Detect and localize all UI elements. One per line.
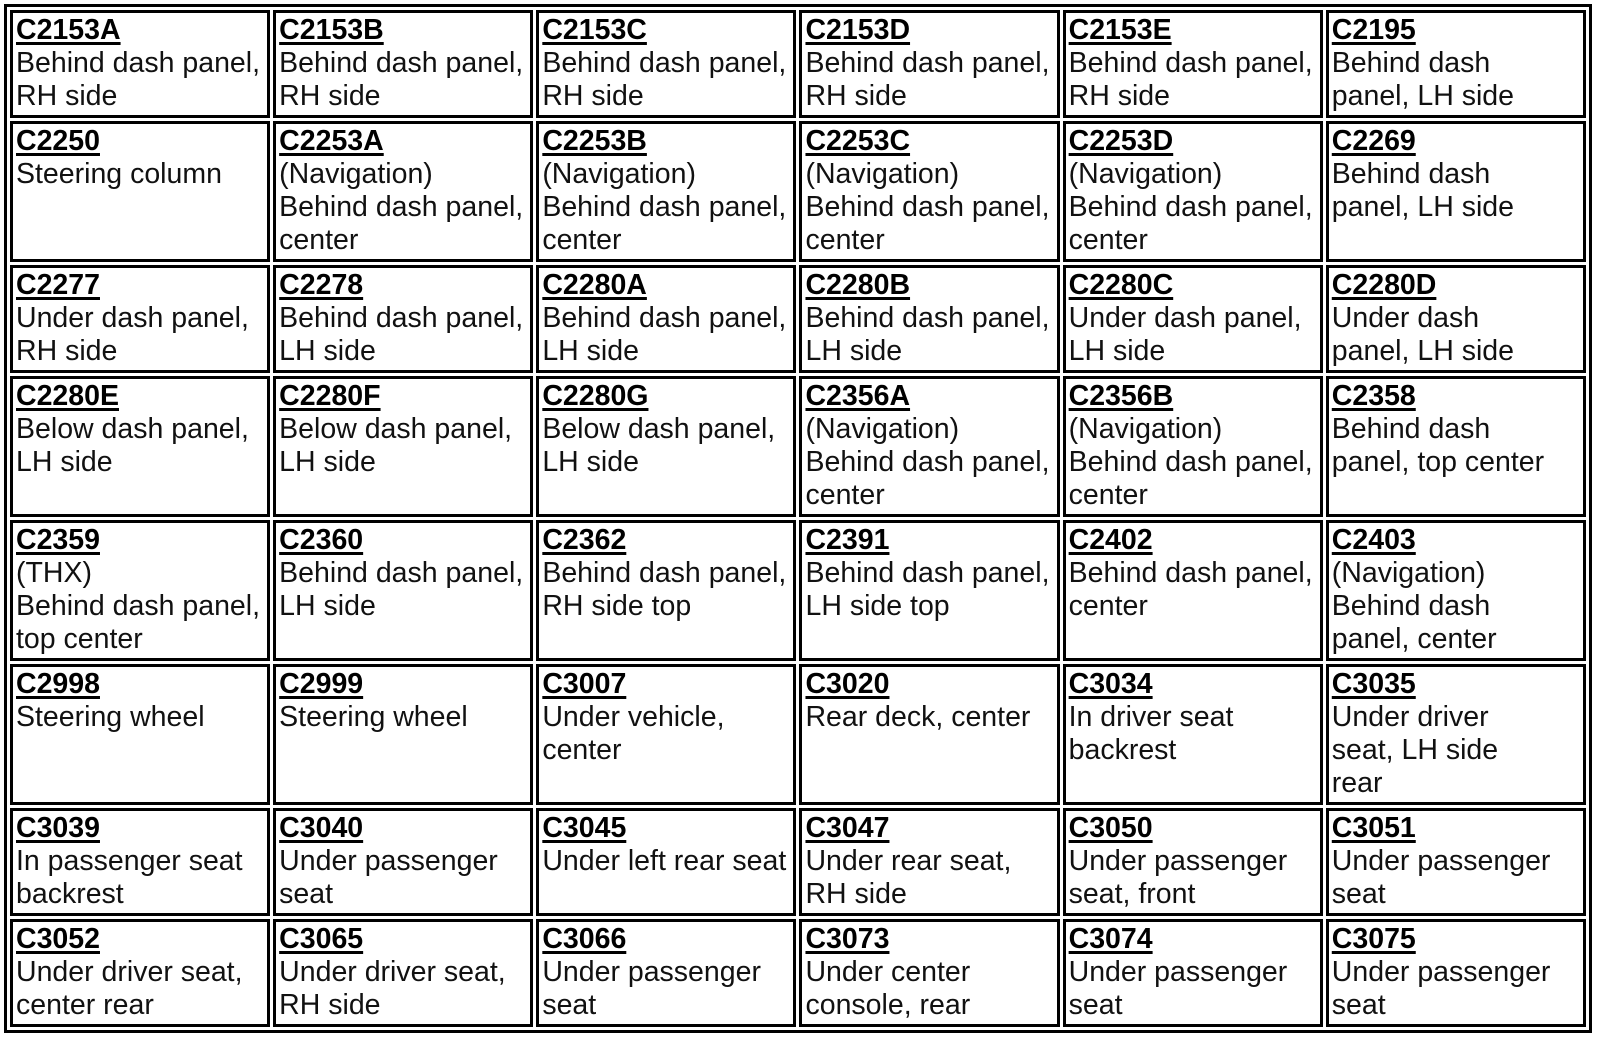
connector-id[interactable]: C3066 <box>542 923 627 955</box>
connector-id[interactable]: C3007 <box>542 668 627 700</box>
connector-location: Behind dash panel, LH side <box>279 557 524 622</box>
table-cell <box>1063 10 1323 118</box>
connector-id[interactable]: C2280F <box>279 380 381 412</box>
table-cell <box>799 520 1059 661</box>
connector-id[interactable]: C3034 <box>1068 668 1153 700</box>
connector-location: In passenger seat backrest <box>16 845 243 910</box>
table-cell <box>273 376 533 517</box>
connector-id[interactable]: C2153D <box>805 14 911 46</box>
connector-location: Under vehicle, center <box>542 701 725 766</box>
connector-location: (Navigation) Behind dash panel, center <box>279 158 524 256</box>
connector-location: (Navigation) Behind dash panel, center <box>1068 158 1313 256</box>
connector-location: Under left rear seat <box>542 845 787 877</box>
connector-location: Behind dash panel, RH side <box>805 47 1050 112</box>
connector-location: (Navigation) Behind dash panel, center <box>1068 413 1313 511</box>
table-cell <box>536 376 796 517</box>
table-row <box>10 265 1586 373</box>
table-cell <box>536 10 796 118</box>
connector-location: Under passenger seat <box>1331 845 1551 910</box>
connector-id[interactable]: C2253D <box>1068 125 1174 157</box>
connector-id[interactable]: C2280D <box>1331 269 1437 301</box>
connector-id[interactable]: C3047 <box>805 812 890 844</box>
connector-location: Behind dash panel, RH side <box>16 47 261 112</box>
table-cell <box>10 10 270 118</box>
connector-id[interactable]: C2402 <box>1068 524 1153 556</box>
connector-location: Under driver seat, LH side rear <box>1331 701 1499 799</box>
connector-id[interactable]: C2269 <box>1331 125 1416 157</box>
connector-id[interactable]: C2153E <box>1068 14 1172 46</box>
connector-location: Behind dash panel, RH side top <box>542 557 787 622</box>
table-cell <box>799 808 1059 916</box>
table-row <box>10 10 1586 118</box>
table-cell <box>10 121 270 262</box>
table-row <box>10 808 1586 916</box>
table-row <box>10 664 1586 805</box>
table-cell <box>273 808 533 916</box>
connector-id[interactable]: C2195 <box>1331 14 1416 46</box>
connector-location: Under center console, rear <box>805 956 971 1021</box>
connector-location: Steering column <box>16 158 222 190</box>
connector-id[interactable]: C2359 <box>16 524 100 556</box>
table-cell <box>273 10 533 118</box>
connector-id[interactable]: C2153A <box>16 14 121 46</box>
connector-location: Rear deck, center <box>805 701 1031 733</box>
connector-location: Behind dash panel, LH side <box>1331 47 1514 112</box>
connector-location: Behind dash panel, RH side <box>542 47 787 112</box>
connector-id[interactable]: C3039 <box>16 812 100 844</box>
connector-location: (Navigation) Behind dash panel, center <box>542 158 787 256</box>
table-cell <box>799 265 1059 373</box>
table-cell <box>536 121 796 262</box>
connector-location: (Navigation) Behind dash panel, center <box>805 413 1050 511</box>
connector-id[interactable]: C2280C <box>1068 269 1174 301</box>
table-cell <box>273 265 533 373</box>
connector-id[interactable]: C3052 <box>16 923 100 955</box>
table-cell <box>1326 520 1586 661</box>
table-row <box>10 919 1586 1027</box>
table-cell <box>536 808 796 916</box>
connector-id[interactable]: C2153B <box>279 14 384 46</box>
connector-location: Under passenger seat <box>542 956 761 1021</box>
table-cell <box>10 265 270 373</box>
connector-location-table <box>4 4 1592 1033</box>
connector-location: Behind dash panel, center <box>1068 557 1313 622</box>
table-cell <box>10 808 270 916</box>
connector-id[interactable]: C2360 <box>279 524 364 556</box>
connector-location: Steering wheel <box>16 701 205 733</box>
table-row <box>10 376 1586 517</box>
connector-location: Behind dash panel, LH side top <box>805 557 1050 622</box>
table-cell <box>10 376 270 517</box>
connector-location: Behind dash panel, LH side <box>805 302 1050 367</box>
connector-location: Behind dash panel, RH side <box>279 47 524 112</box>
table-cell <box>1063 919 1323 1027</box>
connector-id[interactable]: C2403 <box>1331 524 1416 556</box>
connector-id[interactable]: C2280B <box>805 269 911 301</box>
table-cell <box>10 664 270 805</box>
connector-location: Behind dash panel, RH side <box>1068 47 1313 112</box>
connector-location: Below dash panel, LH side <box>16 413 249 478</box>
table-cell <box>799 10 1059 118</box>
table-cell <box>1326 664 1586 805</box>
connector-id[interactable]: C2358 <box>1331 380 1416 412</box>
connector-location: Steering wheel <box>279 701 468 733</box>
connector-id[interactable]: C2362 <box>542 524 627 556</box>
table-cell <box>1063 376 1323 517</box>
connector-id[interactable]: C2153C <box>542 14 647 46</box>
connector-id[interactable]: C3020 <box>805 668 890 700</box>
connector-location: Behind dash panel, LH side <box>542 302 787 367</box>
connector-location: Behind dash panel, LH side <box>279 302 524 367</box>
table-cell <box>1326 808 1586 916</box>
table-cell <box>1326 376 1586 517</box>
table-cell <box>273 919 533 1027</box>
table-row <box>10 520 1586 661</box>
table-cell <box>1326 10 1586 118</box>
connector-id[interactable]: C2253A <box>279 125 384 157</box>
connector-id[interactable]: C2356A <box>805 380 911 412</box>
connector-location: Under dash panel, LH side <box>1068 302 1302 367</box>
connector-id[interactable]: C2280G <box>542 380 649 412</box>
table-cell <box>273 520 533 661</box>
table-cell <box>799 664 1059 805</box>
table-row <box>10 121 1586 262</box>
table-cell <box>536 520 796 661</box>
connector-id[interactable]: C3075 <box>1331 923 1416 955</box>
connector-id[interactable]: C2356B <box>1068 380 1174 412</box>
table-cell <box>273 121 533 262</box>
table-cell <box>799 121 1059 262</box>
table-cell <box>1326 265 1586 373</box>
table-cell <box>1063 520 1323 661</box>
connector-location: In driver seat backrest <box>1068 701 1234 766</box>
table-cell <box>1326 121 1586 262</box>
connector-id[interactable]: C3045 <box>542 812 627 844</box>
connector-location: Behind dash panel, top center <box>1331 413 1545 478</box>
connector-id[interactable]: C2253C <box>805 125 911 157</box>
table-cell <box>273 664 533 805</box>
connector-location: Under rear seat, RH side <box>805 845 1012 910</box>
connector-location: Under driver seat, RH side <box>279 956 506 1021</box>
connector-location: (THX) Behind dash panel, top center <box>16 557 261 655</box>
connector-location: Behind dash panel, LH side <box>1331 158 1514 223</box>
connector-location: Under passenger seat <box>1331 956 1551 1021</box>
connector-id[interactable]: C2391 <box>805 524 890 556</box>
table-cell <box>799 919 1059 1027</box>
connector-location: (Navigation) Behind dash panel, center <box>805 158 1050 256</box>
connector-id[interactable]: C3073 <box>805 923 890 955</box>
table-cell <box>1063 664 1323 805</box>
table-cell <box>1326 919 1586 1027</box>
connector-grid <box>7 7 1589 1030</box>
connector-id[interactable]: C3035 <box>1331 668 1416 700</box>
connector-id[interactable]: C2280E <box>16 380 119 412</box>
table-cell <box>1063 808 1323 916</box>
connector-location: Under passenger seat <box>279 845 498 910</box>
connector-location: Below dash panel, LH side <box>542 413 776 478</box>
connector-id[interactable]: C2278 <box>279 269 364 301</box>
table-cell <box>1063 265 1323 373</box>
connector-id[interactable]: C2253B <box>542 125 647 157</box>
connector-id[interactable]: C2999 <box>279 668 364 700</box>
connector-id[interactable]: C3051 <box>1331 812 1416 844</box>
table-cell <box>536 664 796 805</box>
connector-id[interactable]: C2250 <box>16 125 100 157</box>
table-cell <box>536 265 796 373</box>
connector-location: Under passenger seat, front <box>1068 845 1288 910</box>
connector-location: Under dash panel, LH side <box>1331 302 1514 367</box>
connector-id[interactable]: C3065 <box>279 923 364 955</box>
connector-location: Under passenger seat <box>1068 956 1288 1021</box>
table-cell <box>10 520 270 661</box>
connector-id[interactable]: C2280A <box>542 269 647 301</box>
table-cell <box>799 376 1059 517</box>
table-cell <box>1063 121 1323 262</box>
connector-location: Under driver seat, center rear <box>16 956 243 1021</box>
table-cell <box>536 919 796 1027</box>
connector-id[interactable]: C2998 <box>16 668 100 700</box>
connector-id[interactable]: C3050 <box>1068 812 1153 844</box>
connector-location: Under dash panel, RH side <box>16 302 249 367</box>
connector-location: (Navigation) Behind dash panel, center <box>1331 557 1497 655</box>
connector-id[interactable]: C2277 <box>16 269 100 301</box>
table-cell <box>10 919 270 1027</box>
connector-id[interactable]: C3040 <box>279 812 364 844</box>
connector-location: Below dash panel, LH side <box>279 413 513 478</box>
connector-id[interactable]: C3074 <box>1068 923 1153 955</box>
